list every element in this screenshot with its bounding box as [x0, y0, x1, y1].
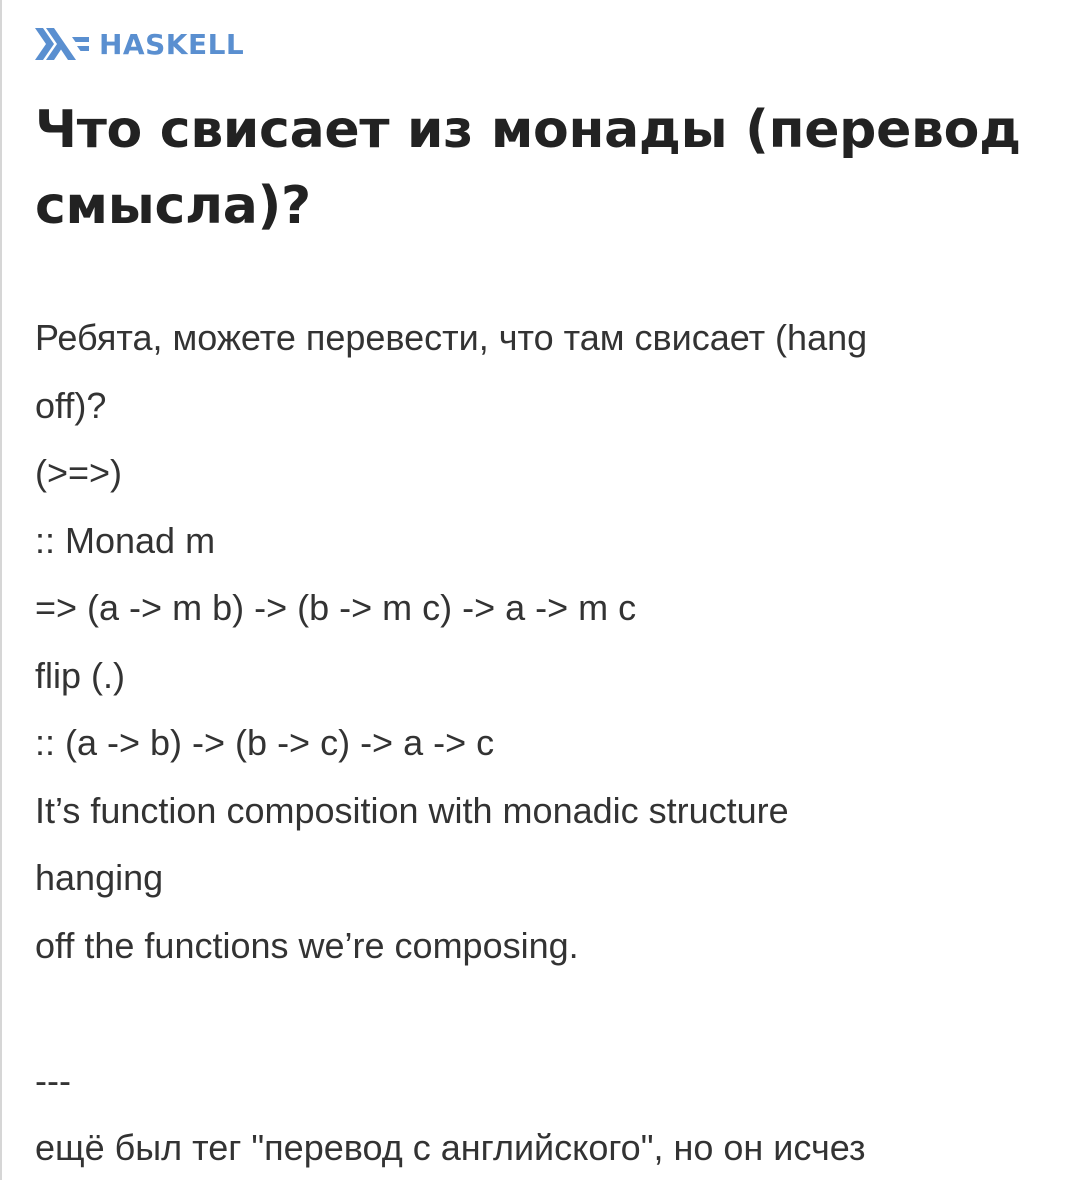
- body-line: off)?: [35, 384, 107, 426]
- post-title: Что свисает из монады (перевод смысла)?: [35, 100, 1021, 236]
- code-line: (>=>): [35, 452, 123, 493]
- body-line: hanging: [35, 857, 164, 898]
- post-body: [35, 304, 1055, 1182]
- code-line: :: Monad m: [35, 519, 216, 561]
- code-line: :: (a -> b) -> (b -> c) -> a -> c: [35, 722, 495, 763]
- code-line: => (a -> m b) -> (b -> m c) -> a -> m c: [35, 587, 637, 628]
- body-line: It’s function composition with monadic structure: [35, 789, 789, 831]
- code-line: flip (.): [35, 654, 125, 696]
- tag-link[interactable]: [35, 26, 244, 62]
- tag-label[interactable]: HASKELL: [99, 27, 245, 61]
- blank-line: [35, 979, 1055, 1047]
- haskell-logo-icon: [35, 28, 89, 60]
- separator-line: ---: [35, 1059, 71, 1101]
- body-line: Ребята, можете перевести, что там свисает (hang: [35, 317, 868, 358]
- body-line: off the functions we’re composing.: [35, 924, 579, 966]
- body-line: ещё был тег "перевод с английского", но он исчез: [35, 1127, 866, 1168]
